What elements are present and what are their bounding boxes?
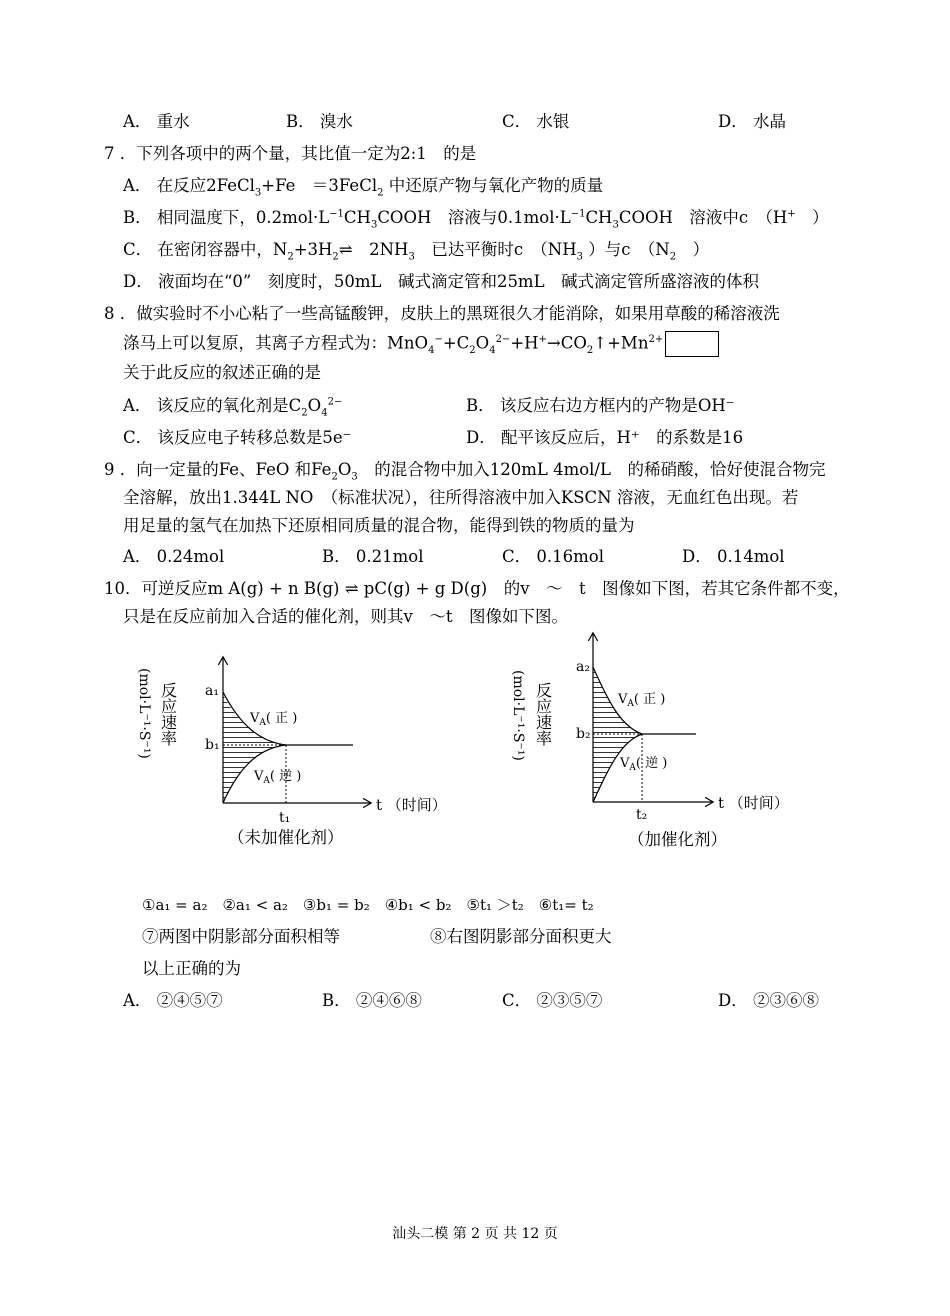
- q6-option-a: A． 重水: [123, 112, 190, 131]
- right-forward-label: $V_A$( 正 ): [618, 692, 666, 709]
- right-a-label: a₂: [576, 659, 590, 675]
- left-reverse-label: $V_A$( 逆 ): [254, 769, 302, 786]
- q10-stem-line1: 10．可逆反应m A(g) + n B(g) ⇌ pC(g) + g D(g) 的v ～ t 图像如下图，若其它条件都不变，: [104, 579, 850, 598]
- left-graph-caption: （未加催化剂）: [228, 828, 344, 847]
- q7-option-d: D． 液面均在“0” 刻度时，50mL 碱式滴定管和25mL 碱式滴定管所盛溶液的体积: [123, 272, 760, 291]
- q10-option-d: D． ②③⑥⑧: [718, 991, 819, 1010]
- statements-line3: 以上正确的为: [142, 959, 241, 978]
- statements-line2b: ⑧右图阴影部分面积更大: [430, 927, 612, 946]
- q8-stem-line1: 8 ．做实验时不小心粘了一些高锰酸钾，皮肤上的黑斑很久才能消除，如果用草酸的稀溶液洗: [104, 304, 780, 323]
- right-y-axis-unit: (mol·L⁻¹·S⁻¹): [510, 670, 526, 761]
- q7-option-c: C． 在密闭容器中，$N_2+3H_2\rightleftharpoons$ $2NH_3$ 已达平衡时c （$NH_3$ ）与c （$N_2$ ）: [123, 240, 710, 263]
- q7-stem: 7 ．下列各项中的两个量，其比值一定为2:1 的是: [104, 144, 477, 163]
- q9-option-b: B． 0.21mol: [322, 547, 424, 566]
- q10-option-c: C． ②③⑤⑦: [502, 991, 603, 1010]
- q8-stem-line2: 涤马上可以复原，其离子方程式为：$MnO_4^-+C_2O_4^{2-}+H^+\to CO_2↑+Mn^{2+}$: [123, 331, 719, 357]
- left-y-axis-unit: (mol·L⁻¹·S⁻¹): [136, 668, 152, 759]
- right-vt-graph: [500, 630, 860, 830]
- right-b-label: b₂: [576, 726, 591, 742]
- q6-option-b: B． 溴水: [286, 112, 353, 131]
- q8-option-b: B． 该反应右边方框内的产物是OH⁻: [466, 396, 735, 415]
- q6-option-d: D． 水晶: [718, 112, 786, 131]
- q8-stem-line3: 关于此反应的叙述正确的是: [123, 363, 321, 382]
- q9-option-d: D． 0.14mol: [682, 547, 785, 566]
- page-footer: 汕头二模 第 2 页 共 12 页: [392, 1226, 558, 1242]
- left-y-axis-label: 反应速率: [158, 682, 178, 746]
- left-b-label: b₁: [205, 737, 220, 753]
- q7-option-a: A． 在反应2FeCl$_3$+Fe ＝3FeCl$_2$ 中还原产物与氧化产物的质量: [123, 176, 604, 199]
- right-y-axis-label: 反应速率: [533, 682, 553, 746]
- left-a-label: a₁: [205, 683, 219, 699]
- q9-option-c: C． 0.16mol: [502, 547, 604, 566]
- q10-option-b: B． ②④⑥⑧: [322, 991, 422, 1010]
- statements-line1: ①a₁ = a₂ ②a₁ < a₂ ③b₁ = b₂ ④b₁ < b₂ ⑤t₁ ＞t₂ ⑥t₁= t₂: [142, 896, 594, 914]
- q8-option-a: A． 该反应的氧化剂是$C_2O_4^{2-}$: [123, 396, 343, 419]
- left-t-label: t₁: [279, 810, 291, 826]
- q7-option-b: B． 相同温度下，$0.2mol\cdot L^{-1}CH_3COOH$ 溶液与$0.1mol\cdot L^{-1}CH_3COOH$ 溶液中c （H+ ）: [123, 208, 829, 231]
- answer-blank-box: [665, 331, 719, 357]
- right-x-axis-label: t （时间）: [718, 794, 789, 812]
- q10-option-a: A． ②④⑤⑦: [123, 991, 223, 1010]
- right-graph-caption: （加催化剂）: [628, 830, 727, 849]
- q9-stem-line1: 9 ．向一定量的Fe、FeO 和$Fe_2O_3$ 的混合物中加入120mL 4mol/L 的稀硝酸，恰好使混合物完: [104, 460, 826, 483]
- statements-line2a: ⑦两图中阴影部分面积相等: [142, 927, 340, 946]
- q6-option-c: C． 水银: [502, 112, 570, 131]
- left-forward-label: $V_A$( 正 ): [250, 711, 298, 728]
- q8-option-d: D． 配平该反应后，H⁺ 的系数是16: [466, 428, 744, 447]
- right-reverse-label: $V_A$( 逆 ): [620, 756, 668, 773]
- q9-stem-line3: 用足量的氢气在加热下还原相同质量的混合物，能得到铁的物质的量为: [123, 516, 635, 535]
- right-t-label: t₂: [636, 807, 648, 823]
- left-x-axis-label: t （时间）: [376, 796, 447, 814]
- q9-option-a: A． 0.24mol: [123, 547, 225, 566]
- q8-option-c: C． 该反应电子转移总数是5e⁻: [123, 428, 352, 447]
- q9-stem-line2: 全溶解，放出1.344L NO （标准状况），往所得溶液中加入KSCN 溶液，无血红色出现。若: [123, 488, 799, 507]
- q10-stem-line2: 只是在反应前加入合适的催化剂，则其v ～t 图像如下图。: [123, 607, 568, 626]
